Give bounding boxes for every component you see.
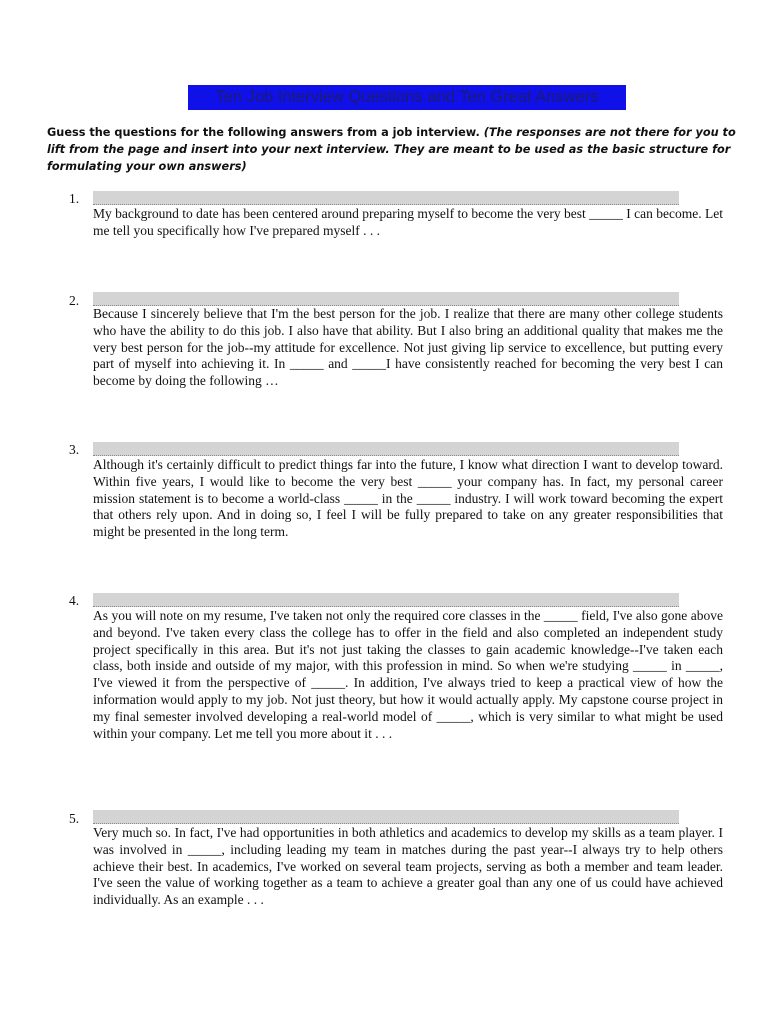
intro-text: Guess the questions for the following answers from a job interview.: [47, 126, 484, 139]
item-number: 1.: [69, 191, 80, 206]
answer-text: My background to date has been centered around preparing myself to become the very best _____ I can become. Let me tell you specifically how I've prepared myself . . .: [93, 206, 723, 238]
item-number: 3.: [69, 442, 80, 457]
answer-text: As you will note on my resume, I've taken not only the required core classes in the _____ field, I've also gone above and beyond. I've taken every class the college has to offer in the field and also completed an independent study project specifically in this area. But it's not just taking the classes to gain academic knowledge--I've taken each class, both inside and outside of my major, with this profession in mind. So when we're studying _____ in _____, I've viewed it from the perspective of _____. In addition, I've always tried to keep a practical view of how the information would apply to my job. Not just theory, but how it would actually apply. My capstone course project in my final semester involved developing a real-world model of _____, which is very similar to what might be used within your company. Let me tell you more about it . . .: [93, 608, 723, 741]
intro-note: (The responses are not there for you to lift from the page and insert into your next interview. They are meant to be used as the basic structure for formulating your own answers): [47, 126, 736, 173]
question-blank: [93, 292, 679, 306]
answer-text: Because I sincerely believe that I'm the best person for the job. I realize that there are many other college students who have the ability to do this job. I also have that ability. But I also bring an additional quality that makes me the very best person for the job--my attitude for excellence. Not just giving lip service to excellence, but putting every part of myself into achieving it. In _____ and _____I have consistently reached for becoming the very best I can become by doing the following …: [93, 306, 723, 389]
question-blank: [93, 191, 679, 205]
question-blank: [93, 593, 679, 607]
answer-text: Although it's certainly difficult to predict things far into the future, I know what direction I want to develop toward. Within five years, I would like to become the very best _____ your company has. In fact, my personal career mission statement is to become a world-class _____ in the _____ industry. I will work toward becoming the expert that others rely upon. And in doing so, I feel I will be fully prepared to take on any greater responsibilities that might be presented in the long term.: [93, 457, 723, 540]
answer-text: Very much so. In fact, I've had opportunities in both athletics and academics to develop my skills as a team player. I was involved in _____, including leading my team in matches during the past year--I always try to help others achieve their best. In academics, I've worked on several team projects, serving as both a member and team leader. I've seen the value of working together as a team to achieve a greater goal than any one of us could have achieved individually. As an example . . .: [93, 825, 723, 908]
item-number: 2.: [69, 293, 80, 308]
item-number: 4.: [69, 593, 80, 608]
question-blank: [93, 442, 679, 456]
question-blank: [93, 810, 679, 824]
document-title: Ten Job Interview Questions and Ten Great Answers: [188, 85, 626, 110]
item-number: 5.: [69, 811, 80, 826]
intro-paragraph: [47, 124, 737, 175]
